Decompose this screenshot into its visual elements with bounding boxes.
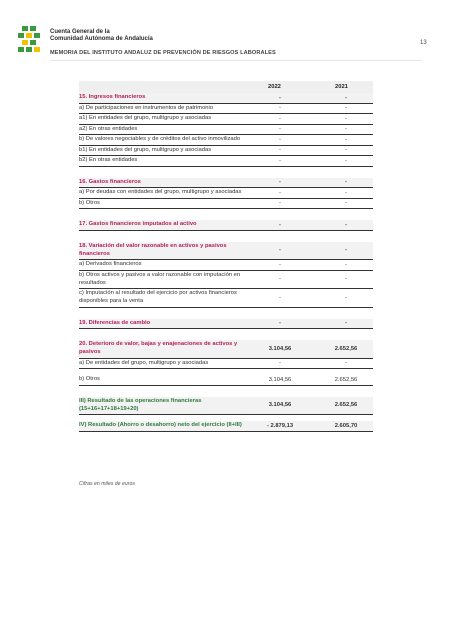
table-header-row — [79, 81, 373, 93]
value-2021: - — [345, 136, 347, 143]
value-2021: - — [345, 179, 347, 186]
row-label: c) Imputación al resultado del ejercicio por activos financieros disponibles para la venta — [79, 290, 237, 305]
table-row-heading — [79, 242, 373, 261]
value-2021: - — [345, 147, 347, 154]
table-row-heading — [79, 178, 373, 189]
row-label: 18. Variación del valor razonable en activos y pasivos financieros — [79, 242, 227, 257]
table-row — [79, 359, 373, 370]
org-name-line1: Cuenta General de la — [50, 29, 110, 35]
row-label: b) Otros — [79, 376, 100, 383]
value-2022: - — [279, 94, 281, 101]
section-title: MEMORIA DEL INSTITUTO ANDALUZ DE PREVENCIÓN DE RIESGOS LABORALES — [50, 50, 276, 56]
value-2021: - — [345, 261, 347, 268]
table-row-heading — [79, 319, 373, 330]
value-2022: - — [279, 105, 281, 112]
table-row-heading — [79, 93, 373, 104]
value-2022: - — [279, 126, 281, 133]
value-2022: 3.104,56 — [268, 376, 292, 383]
column-header-2021: 2021 — [335, 83, 348, 90]
value-2022: - — [279, 179, 281, 186]
value-2021: - — [345, 276, 347, 283]
table-row — [79, 114, 373, 125]
value-2022: - — [279, 294, 281, 301]
table-row-subtotal — [79, 421, 373, 432]
value-2021: - — [345, 221, 347, 228]
column-header-2022: 2022 — [268, 83, 281, 90]
value-2021: 2.652,56 — [334, 376, 358, 383]
value-2021: - — [345, 157, 347, 164]
row-label: b) De valores negociables y de créditos del activo inmovilizado — [79, 136, 241, 143]
value-2021: - — [345, 189, 347, 196]
value-2021: - — [345, 94, 347, 101]
table-row — [79, 271, 373, 290]
value-2022: - 2.879,13 — [266, 422, 294, 429]
table-row — [79, 289, 373, 308]
row-label: b) Otros activos y pasivos a valor razonable con imputación en resultados — [79, 271, 241, 286]
value-2022: 3.104,56 — [268, 402, 292, 409]
row-label: 19. Diferencias de cambio — [79, 319, 151, 326]
value-2022: - — [279, 115, 281, 122]
table-row — [79, 104, 373, 115]
value-2022: - — [279, 247, 281, 254]
page-number: 13 — [420, 40, 427, 46]
table-row — [79, 260, 373, 271]
value-2022: - — [279, 320, 281, 327]
table-row — [79, 146, 373, 157]
row-label: IV) Resultado (Ahorro o desahorro) neto del ejercicio (II+III) — [79, 422, 242, 429]
table-row — [79, 135, 373, 146]
org-name-line2: Comunidad Autónoma de Andalucía — [50, 36, 153, 42]
value-2022: - — [279, 360, 281, 367]
table-row — [79, 375, 373, 386]
row-label: a) De participaciones en instrumentos de patrimonio — [79, 104, 214, 111]
table-row-subtotal — [79, 397, 373, 416]
value-2022: - — [279, 276, 281, 283]
table-row — [79, 199, 373, 210]
value-2022: - — [279, 147, 281, 154]
value-2021: - — [345, 247, 347, 254]
value-2021: - — [345, 294, 347, 301]
page-header — [0, 0, 452, 62]
row-label: a2) En otras entidades — [79, 125, 138, 132]
row-label: b1) En entidades del grupo, multigrupo y asociadas — [79, 146, 212, 153]
row-spacer — [79, 167, 373, 178]
table-row-heading — [79, 340, 373, 359]
row-label: a) Por deudas con entidades del grupo, multigrupo y asociadas — [79, 189, 242, 196]
footnote: Cifras en miles de euros — [79, 481, 135, 487]
table-row-heading — [79, 220, 373, 231]
row-label: b) Otros — [79, 199, 100, 206]
row-spacer — [79, 209, 373, 220]
value-2021: - — [345, 320, 347, 327]
row-spacer — [79, 329, 373, 340]
value-2022: - — [279, 200, 281, 207]
row-label: 16. Gastos financieros — [79, 178, 141, 185]
row-label: 15. Ingresos financieros — [79, 94, 146, 101]
value-2021: - — [345, 115, 347, 122]
row-label: a) De entidades del grupo, multigrupo y asociadas — [79, 359, 209, 366]
value-2021: - — [345, 126, 347, 133]
value-2022: - — [279, 136, 281, 143]
value-2021: 2.605,70 — [334, 422, 358, 429]
table-body — [79, 93, 373, 432]
value-2022: - — [279, 157, 281, 164]
junta-logo-icon — [16, 24, 46, 58]
table-row — [79, 125, 373, 136]
value-2022: - — [279, 189, 281, 196]
value-2021: - — [345, 200, 347, 207]
table-row — [79, 188, 373, 199]
value-2022: - — [279, 261, 281, 268]
header-divider — [50, 60, 422, 61]
row-spacer — [79, 231, 373, 242]
row-label: b2) En otras entidades — [79, 157, 138, 164]
row-label: 17. Gastos financieros imputados al activo — [79, 221, 197, 228]
row-spacer — [79, 308, 373, 319]
value-2022: 3.104,56 — [268, 345, 292, 352]
value-2021: 2.652,56 — [334, 345, 358, 352]
financial-results-table — [79, 81, 373, 432]
row-label: 20. Deterioro de valor, bajas y enajenaciones de activos y pasivos — [79, 341, 238, 356]
value-2021: - — [345, 360, 347, 367]
value-2021: - — [345, 105, 347, 112]
row-label: a1) En entidades del grupo, multigrupo y asociadas — [79, 115, 212, 122]
value-2021: 2.652,56 — [334, 402, 358, 409]
row-spacer — [79, 386, 373, 397]
row-label: a) Derivados financieros — [79, 261, 142, 268]
table-row — [79, 156, 373, 167]
value-2022: - — [279, 221, 281, 228]
row-label: III) Resultado de las operaciones financieras (15+16+17+18+19+20) — [79, 397, 202, 412]
